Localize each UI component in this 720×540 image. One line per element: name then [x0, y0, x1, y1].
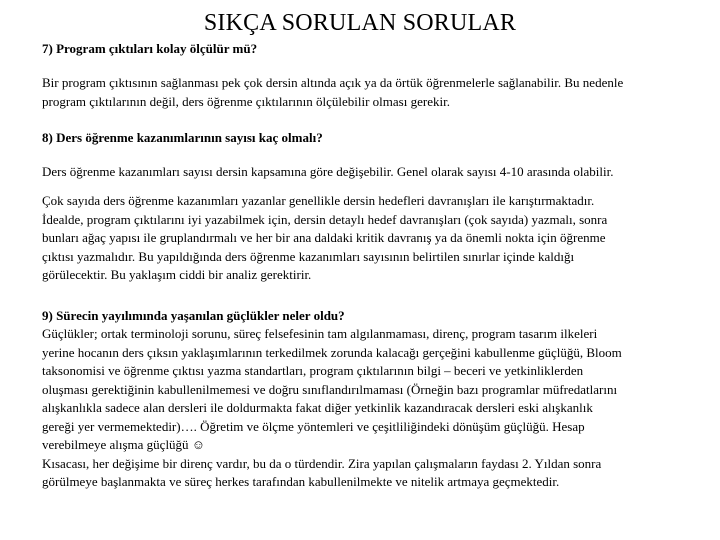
paragraph-8-line: çıktısı yazmalıdır. Bu yapıldığında ders öğrenme kazanımları sayısının belirtilen sınırlar içinde kaldığı	[42, 248, 575, 264]
answer-7-line: Bir program çıktısının sağlanması pek çok dersin altında açık ya da örtük öğrenmelerle sağlanabilir. Bu nedenle	[42, 75, 624, 90]
answer-9-line: Güçlükler; ortak terminoloji sorunu, süreç felsefesinin tam algılanmaması, direnç, program tasarım ilkeleri	[42, 326, 598, 341]
answer-9	[42, 325, 692, 492]
answer-9-line: verebilmeye alışma güçlüğü ☺	[42, 437, 206, 452]
question-8: 8) Ders öğrenme kazanımlarının sayısı kaç olmalı?	[42, 130, 323, 145]
paragraph-8-line: görülecektir. Bu yaklaşım ciddi bir analiz gerektirir.	[42, 267, 312, 282]
answer-9-line: oluşması gerektiğinin kabullenilmemesi ve doğru sınıflandırılmaması (Örneğin bazı programlar müfredatlarını	[42, 381, 618, 397]
paragraph-8	[42, 192, 692, 285]
answer-7-line: program çıktılarının değil, ders öğrenme çıktılarının ölçülebilir olması gerekir.	[42, 93, 450, 109]
paragraph-8-line: İdealde, program çıktılarını iyi yazabilmek için, dersin detaylı hedef davranışları (çok sayıda) yazmalı, sonra	[42, 211, 608, 227]
answer-7	[42, 74, 692, 111]
answer-9-line: gereği yer vermemektedir)…. Öğretim ve ölçme yöntemleri ve çeşitliliğindeki dönüşüm güçlüğü. Hesap	[42, 418, 585, 434]
answer-9-line: Kısacası, her değişime bir direnç vardır, bu da o türdendir. Zira yapılan çalışmaların faydası 2. Yıldan sonra	[42, 455, 602, 471]
answer-9-line: yerine hocanın ders çıksın yaklaşımlarının terkedilmek zorunda kalacağı gerçeğini kabullenme güçlüğü, Bloom	[42, 344, 622, 360]
answer-9-line: alışkanlıkla sadece alan dersleri ile doldurmakta fakat diğer yetkinlik kazandıracak dersleri eski alışkanlık	[42, 400, 593, 415]
answer-9-line: görülmeye başlanmakta ve süreç herkes tarafından kabullenilmekte ve nitelik artmaya geçmektedir.	[42, 474, 560, 489]
page-title: SIKÇA SORULAN SORULAR	[203, 10, 517, 36]
question-7: 7) Program çıktıları kolay ölçülür mü?	[42, 41, 258, 56]
question-9: 9) Sürecin yayılımında yaşanılan güçlükler neler oldu?	[42, 308, 345, 323]
paragraph-8-line: Çok sayıda ders öğrenme kazanımları yazanlar genellikle dersin hedefleri davranışları ile karıştırmaktadır.	[42, 193, 595, 208]
paragraph-8-line: bunları ağaç yapısı ile gruplandırmalı ve her bir ana daldaki kritik davranış ya da önemli nokta için öğrenme	[42, 230, 606, 245]
answer-9-line: taksonomisi ve öğrenme çıktısı yazma standartları, program çıktılarının bilgi – beceri ve yetkinliklerden	[42, 363, 584, 378]
answer-8: Ders öğrenme kazanımları sayısı dersin kapsamına göre değişebilir. Genel olarak sayısı 4-10 arasında olabilir.	[42, 164, 614, 179]
